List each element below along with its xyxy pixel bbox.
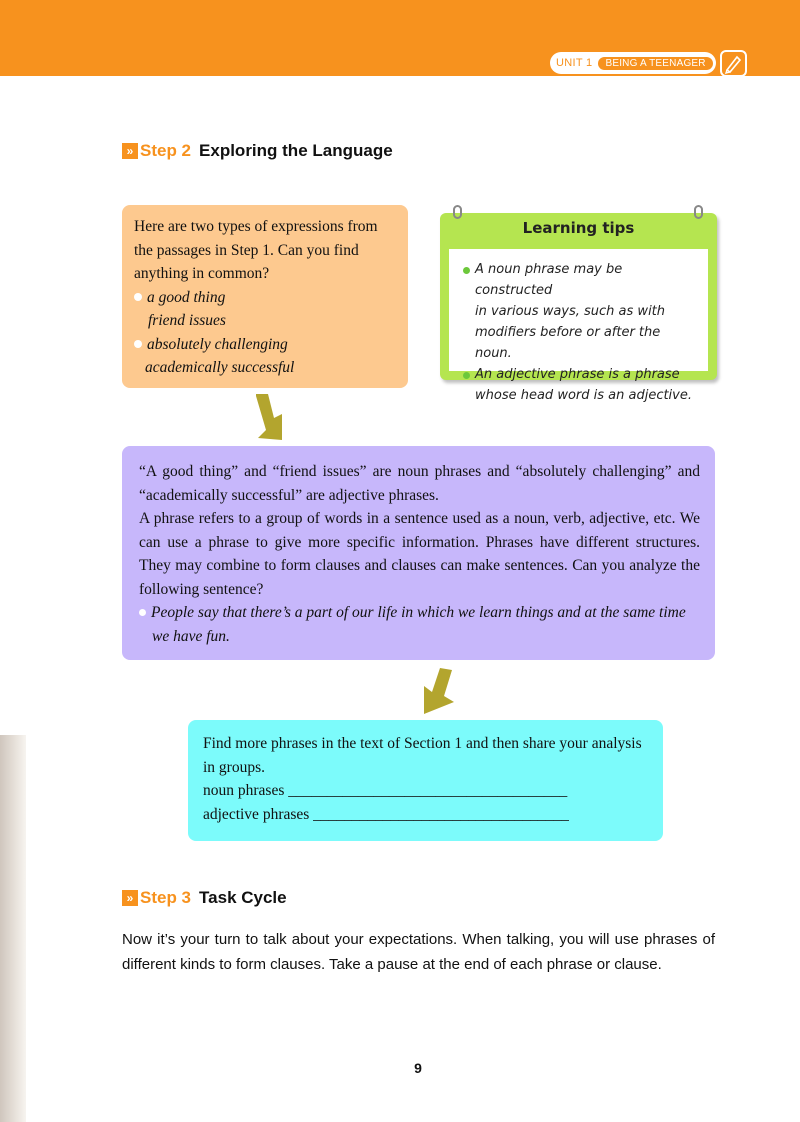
example-item: absolutely challenging xyxy=(134,333,396,357)
bullet-icon xyxy=(134,340,142,348)
bullet-icon xyxy=(134,293,142,301)
task-box xyxy=(188,720,663,841)
step3-paragraph: Now it’s your turn to talk about your expectations. When talking, you will use phrases of different kinds to form clauses. Take a pause at the end of each phrase or clause. xyxy=(122,931,715,973)
bullet-icon xyxy=(139,609,146,616)
intro-line: anything in common? xyxy=(134,265,270,282)
arrow-down-icon xyxy=(418,666,458,718)
decorative-photo-strip xyxy=(0,735,26,1122)
intro-line: the passages in Step 1. Can you find xyxy=(134,241,359,259)
arrow-down-icon xyxy=(248,392,292,442)
learning-tips-card xyxy=(440,213,717,403)
step2-label: Step 2 xyxy=(140,141,192,160)
tip-line: in various ways, such as with xyxy=(475,304,666,319)
task-instruction: in groups. xyxy=(203,758,265,776)
learning-tips-title: Learning tips xyxy=(522,219,635,237)
step3-heading xyxy=(122,888,287,908)
explanation-box xyxy=(122,446,715,660)
chevron-right-icon: » xyxy=(122,890,138,906)
binder-ring-icon xyxy=(694,205,703,219)
unit-tag xyxy=(550,52,716,74)
example-item: friend issues xyxy=(148,312,226,329)
page-number: 9 xyxy=(414,1060,422,1076)
unit-title: BEING A TEENAGER xyxy=(598,57,712,70)
chevron-right-icon: » xyxy=(122,143,138,159)
explanation-paragraph: “A good thing” and “friend issues” are noun phrases and “absolutely challenging” and “academically successful” are adjective phrases. xyxy=(139,463,700,504)
step2-title: Exploring the Language xyxy=(199,141,393,160)
intro-line: Here are two types of expressions from xyxy=(134,218,378,235)
adjective-phrases-line: adjective phrases _________________________________ xyxy=(203,805,569,823)
unit-label: UNIT 1 xyxy=(556,57,593,69)
pen-icon xyxy=(720,50,747,77)
question-box xyxy=(122,205,408,388)
noun-phrases-line: noun phrases ____________________________________ xyxy=(203,782,568,799)
tip-item: A noun phrase may be constructed xyxy=(463,259,698,301)
task-instruction: Find more phrases in the text of Section 1 and then share your analysis xyxy=(203,735,642,752)
learning-tips-body xyxy=(449,249,708,403)
explanation-paragraph: A phrase refers to a group of words in a sentence used as a noun, verb, adjective, etc. We can use a phrase to give more specific information. Phrases have different structures. They may combine to form clauses and clauses can make sentences. Can you analyze the following sentence? xyxy=(139,510,700,598)
tip-line: whose head word is an adjective. xyxy=(475,388,692,403)
example-item: a good thing xyxy=(134,286,396,310)
tip-item: An adjective phrase is a phrase xyxy=(463,364,698,385)
step2-heading xyxy=(122,141,393,161)
example-item: academically successful xyxy=(145,359,295,376)
step3-label: Step 3 xyxy=(140,888,192,907)
bullet-icon xyxy=(463,372,470,379)
bullet-icon xyxy=(463,267,470,274)
example-sentence-line: we have fun. xyxy=(152,627,230,645)
binder-ring-icon xyxy=(453,205,462,219)
tip-line: modifiers before or after the noun. xyxy=(475,325,661,361)
step3-title: Task Cycle xyxy=(199,888,287,907)
example-sentence: People say that there’s a part of our life in which we learn things and at the same time xyxy=(139,601,700,625)
